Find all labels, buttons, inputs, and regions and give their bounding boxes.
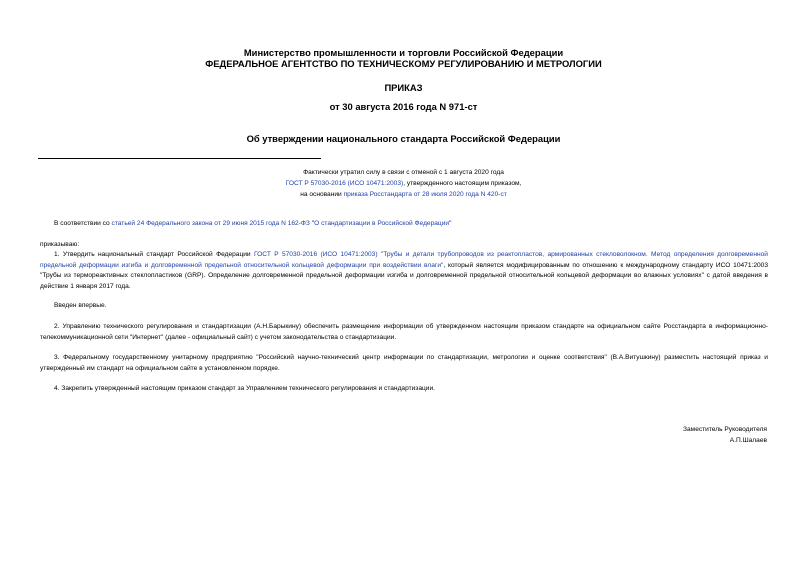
document-date-number: от 30 августа 2016 года N 971-ст — [329, 101, 478, 112]
paragraph-2: 2. Управлению технического регулирования и стандартизации (А.Н.Барыкину) обеспечить размещение информации об утвержденном настоящим приказом стандарте на официальном сайте Росстандарта в информационно-телекоммуникационной сети "Интернет" (далее - официальный сайт) с учетом законодательства о стандартизации. — [40, 323, 768, 341]
paragraph-3: 3. Федеральному государственному унитарному предприятию "Российский научно-технический центр информации по стандартизации, метрологии и оценке соответствия" (В.А.Витушкину) разместить настоящий приказ и утвержденный им стандарт на официальном сайте в установленном порядке. — [40, 354, 768, 372]
introduced-first-note: Введен впервые. — [54, 302, 107, 309]
rosstandart-order-link[interactable]: приказа Росстандарта от 28 июля 2020 года N 420-ст — [343, 191, 507, 198]
gost-link[interactable]: ГОСТ Р 57030-2016 (ИСО 10471:2003) — [285, 180, 404, 187]
paragraph-1-lead: 1. Утвердить национальный стандарт Российской Федерации — [54, 251, 254, 258]
signatory-position: Заместитель Руководителя — [683, 426, 767, 433]
paragraph-1 — [40, 250, 768, 292]
legal-basis-paragraph — [40, 219, 768, 230]
legal-basis-quote-open: " — [309, 220, 315, 227]
agency-heading: ФЕДЕРАЛЬНОЕ АГЕНТСТВО ПО ТЕХНИЧЕСКОМУ РЕГУЛИРОВАНИЮ И МЕТРОЛОГИИ — [205, 58, 602, 69]
header-divider — [38, 158, 321, 159]
legal-basis-quote-close: " — [449, 220, 452, 227]
paragraph-4: 4. Закрепить утвержденный настоящим приказом стандарт за Управлением технического регулирования и стандартизации. — [54, 385, 435, 392]
signatory-name: А.П.Шалаев — [729, 437, 767, 444]
status-note-line2 — [0, 179, 807, 189]
status-note-line1: Фактически утратил силу в связи с отменой с 1 августа 2020 года — [303, 169, 504, 176]
standardization-law-link[interactable]: О стандартизации в Российской Федерации — [314, 220, 450, 227]
legal-basis-text: В соответствии со — [54, 220, 112, 227]
paragraph-1-rest: , который является модифицированным по отношению к международному стандарту ИСО 10471:2003 "Трубы из термореактивных стеклопластиков (GRP). Определение долговременной предельной деформации изгиба и долговременной предельной относительной кольцевой деформации во влажных условиях" с датой введения в действие 1 января 2017 года. — [40, 261, 768, 290]
document-title: Об утверждении национального стандарта Российской Федерации — [246, 133, 561, 144]
order-word: приказываю: — [40, 241, 80, 248]
ministry-heading: Министерство промышленности и торговли Российской Федерации — [243, 47, 564, 58]
standard-title-link[interactable]: ГОСТ Р 57030-2016 (ИСО 10471:2003) "Трубы и детали трубопроводов из реактопластов, армированных стекловолокном. Метод определения долговременной предельной деформации изгиба и долговременной предельной относительной кольцевой деформации при воздействии влаги" — [40, 251, 768, 269]
status-note-line2-text: , утвержденного настоящим приказом, — [403, 180, 522, 187]
status-note-line3 — [0, 190, 807, 200]
document-type: ПРИКАЗ — [384, 82, 423, 93]
status-note-line3-text: на основании — [300, 191, 344, 198]
federal-law-article-link[interactable]: статьей 24 Федерального закона от 29 июня 2015 года N 162-ФЗ — [111, 220, 310, 227]
